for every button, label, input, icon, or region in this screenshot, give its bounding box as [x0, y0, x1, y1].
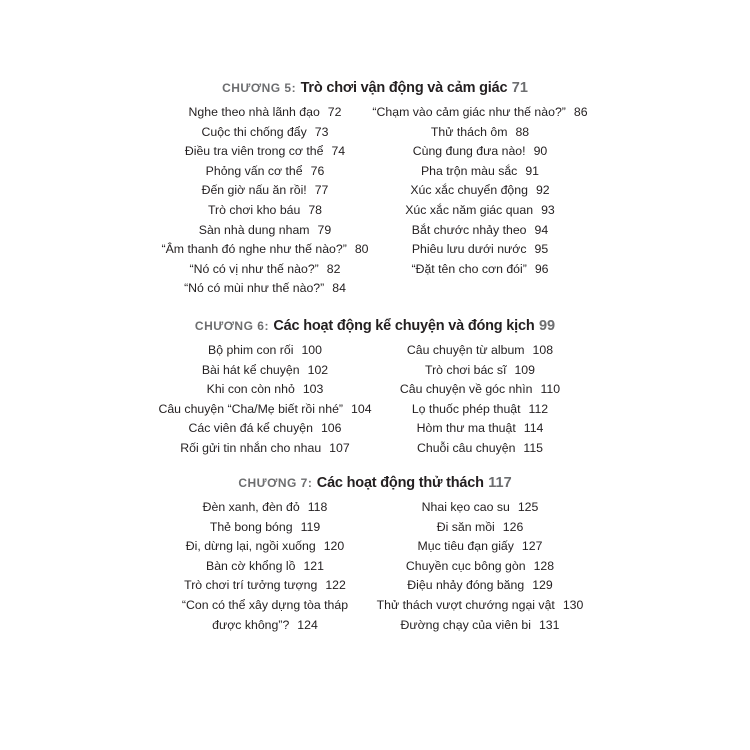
toc-entry [365, 596, 595, 616]
chapter-page: 99 [538, 318, 556, 334]
toc-entry [155, 439, 375, 459]
entry-page: 102 [307, 362, 329, 377]
toc-entry [365, 341, 595, 361]
entry-page: 121 [303, 558, 324, 573]
chapter-7 [0, 472, 750, 632]
toc-entry [155, 260, 375, 280]
entry-title: Câu chuyện về góc nhìn [399, 382, 533, 397]
entry-page: 114 [523, 421, 544, 436]
entry-title: Bộ phim con rối [208, 343, 294, 357]
entry-page: 120 [323, 539, 345, 554]
toc-entry [155, 162, 375, 182]
toc-entry [155, 537, 375, 557]
entry-title: Các viên đá kể chuyện [188, 421, 313, 436]
toc-entry [365, 557, 595, 577]
entry-title: Đi săn mồi [436, 519, 495, 534]
entry-page: 125 [517, 500, 539, 514]
entry-page: 131 [538, 617, 560, 632]
entry-page: 107 [329, 440, 350, 455]
entry-title: Trò chơi bác sĩ [425, 362, 507, 377]
entry-title: Xúc xắc chuyển động [410, 183, 528, 198]
toc-entry [155, 596, 375, 635]
chapter-heading [0, 77, 750, 99]
left-column [155, 498, 375, 635]
toc-entry [155, 221, 375, 241]
toc-entry [155, 103, 375, 123]
toc-entry [365, 537, 595, 557]
entry-title: Chuyền cục bông gòn [405, 558, 526, 573]
entry-page: 73 [314, 124, 329, 139]
toc-entry [155, 380, 375, 400]
entry-page: 90 [533, 144, 548, 159]
entry-title: Thử thách vượt chướng ngại vật [376, 597, 555, 612]
entry-page: 112 [528, 401, 549, 416]
entry-title: Đường chạy của viên bi [400, 617, 531, 632]
entry-page: 95 [534, 242, 549, 257]
entry-title: Câu chuyện từ album [406, 343, 525, 357]
entry-page: 77 [314, 183, 329, 198]
entry-page: 78 [308, 202, 323, 217]
entry-page: 103 [302, 382, 324, 397]
toc-entry [155, 123, 375, 143]
chapter-title: Trò chơi vận động và cảm giác [300, 80, 508, 96]
entry-title: Câu chuyện “Cha/Mẹ biết rồi nhé” [158, 401, 344, 416]
toc-entry [155, 181, 375, 201]
entry-title: “Âm thanh đó nghe như thế nào?” [161, 242, 347, 257]
entry-page: 79 [317, 222, 332, 237]
entry-title: “Con có thể xây dựng tòa tháp được không”? [181, 597, 349, 632]
entry-page: 86 [573, 105, 588, 119]
entry-page: 104 [351, 401, 372, 416]
entry-title: Bài hát kể chuyện [201, 362, 300, 377]
chapter-5 [0, 77, 750, 296]
toc-entry [365, 201, 595, 221]
entry-page: 76 [310, 163, 325, 178]
toc-entry [155, 240, 375, 260]
entry-title: Lọ thuốc phép thuật [411, 401, 521, 416]
toc-entry [365, 260, 595, 280]
entry-page: 128 [533, 558, 555, 573]
entry-title: Khi con còn nhỏ [206, 382, 295, 397]
toc-entry [155, 400, 375, 420]
entry-page: 100 [301, 343, 322, 357]
toc-entry [155, 341, 375, 361]
entry-title: Điệu nhảy đóng băng [407, 578, 525, 593]
entry-page: 93 [541, 202, 555, 217]
entry-page: 129 [532, 578, 553, 593]
entry-page: 82 [326, 261, 341, 276]
left-column [155, 103, 375, 299]
entry-title: Thử thách ôm [430, 124, 508, 139]
toc-entry [155, 576, 375, 596]
entry-title: Phiêu lưu dưới nước [411, 242, 527, 257]
entry-page: 126 [502, 519, 524, 534]
entry-title: “Nó có vị như thế nào?” [189, 261, 319, 276]
entry-page: 74 [331, 144, 346, 159]
entry-title: Đến giờ nấu ăn rồi! [201, 183, 307, 198]
entry-page: 84 [332, 281, 346, 296]
entry-title: Xúc xắc năm giác quan [405, 202, 534, 217]
toc-entry [155, 361, 375, 381]
toc-entry [365, 162, 595, 182]
entry-title: Trò chơi kho báu [207, 202, 301, 217]
entry-page: 118 [307, 500, 328, 514]
entry-page: 130 [562, 597, 584, 612]
entry-page: 122 [325, 578, 346, 593]
entry-title: “Chạm vào cảm giác như thế nào?” [372, 105, 566, 119]
right-column [365, 103, 595, 279]
entry-page: 96 [534, 261, 549, 276]
toc-entry [155, 279, 375, 299]
toc-entry [365, 439, 595, 459]
entry-page: 109 [514, 362, 535, 377]
entry-title: Thẻ bong bóng [209, 519, 293, 534]
entry-title: Bắt chước nhảy theo [411, 222, 527, 237]
toc-entry [365, 181, 595, 201]
toc-entry [365, 142, 595, 162]
entry-page: 106 [320, 421, 342, 436]
chapter-label: CHƯƠNG 6: [194, 319, 269, 333]
entry-page: 92 [535, 183, 550, 198]
chapter-title: Các hoạt động thử thách [316, 475, 484, 491]
entry-title: Đèn xanh, đèn đỏ [202, 500, 300, 514]
entry-title: Trò chơi trí tưởng tượng [184, 578, 318, 593]
toc-entry [365, 123, 595, 143]
toc-entry [365, 616, 595, 636]
entry-page: 91 [525, 163, 540, 178]
entry-title: Pha trộn màu sắc [420, 163, 518, 178]
chapter-page: 117 [488, 475, 512, 491]
chapter-label: CHƯƠNG 7: [238, 476, 313, 490]
chapter-title: Các hoạt động kể chuyện và đóng kịch [273, 318, 535, 334]
chapter-heading [0, 315, 750, 337]
entry-page: 110 [540, 382, 561, 397]
entry-title: “Nó có mùi như thế nào?” [184, 281, 325, 296]
toc-entry [155, 557, 375, 577]
entry-page: 124 [297, 617, 318, 632]
toc-entry [155, 201, 375, 221]
entry-title: Bàn cờ khổng lồ [206, 558, 296, 573]
entry-title: Hòm thư ma thuật [416, 421, 516, 436]
toc-entry [365, 103, 595, 123]
toc-entry [365, 240, 595, 260]
entry-title: Rối gửi tin nhắn cho nhau [180, 440, 322, 455]
entry-title: Nghe theo nhà lãnh đạo [188, 105, 320, 119]
entry-page: 119 [300, 519, 321, 534]
toc-entry [365, 576, 595, 596]
toc-entry [155, 142, 375, 162]
toc-entry [365, 400, 595, 420]
entry-title: Đi, dừng lại, ngồi xuống [185, 539, 316, 554]
chapter-heading [0, 472, 750, 494]
chapter-page: 71 [511, 80, 528, 96]
entry-page: 108 [532, 343, 554, 357]
toc-entry [365, 498, 595, 518]
entry-page: 127 [521, 539, 543, 554]
toc-entry [155, 419, 375, 439]
entry-title: Nhai kẹo cao su [421, 500, 510, 514]
entry-title: Cuộc thi chống đẩy [201, 124, 307, 139]
entry-page: 80 [354, 242, 369, 257]
entry-title: Mục tiêu đạn giấy [417, 539, 514, 554]
entry-title: Phỏng vấn cơ thể [205, 163, 303, 178]
entry-page: 115 [523, 440, 544, 455]
right-column [365, 498, 595, 635]
toc-entry [365, 518, 595, 538]
toc-entry [365, 419, 595, 439]
entry-page: 88 [515, 124, 530, 139]
entry-title: Chuỗi câu chuyện [416, 440, 516, 455]
entry-page: 72 [327, 105, 342, 119]
entry-page: 94 [534, 222, 549, 237]
left-column [155, 341, 375, 459]
toc-entry [155, 518, 375, 538]
toc-entry [155, 498, 375, 518]
toc-entry [365, 380, 595, 400]
right-column [365, 341, 595, 459]
chapter-label: CHƯƠNG 5: [222, 81, 297, 95]
toc-entry [365, 221, 595, 241]
entry-title: Sàn nhà dung nham [198, 222, 310, 237]
toc-entry [365, 361, 595, 381]
chapter-6 [0, 315, 750, 455]
entry-title: Điều tra viên trong cơ thể [184, 144, 324, 159]
entry-title: Cùng đung đưa nào! [412, 144, 526, 159]
entry-title: “Đặt tên cho cơn đói” [411, 261, 527, 276]
